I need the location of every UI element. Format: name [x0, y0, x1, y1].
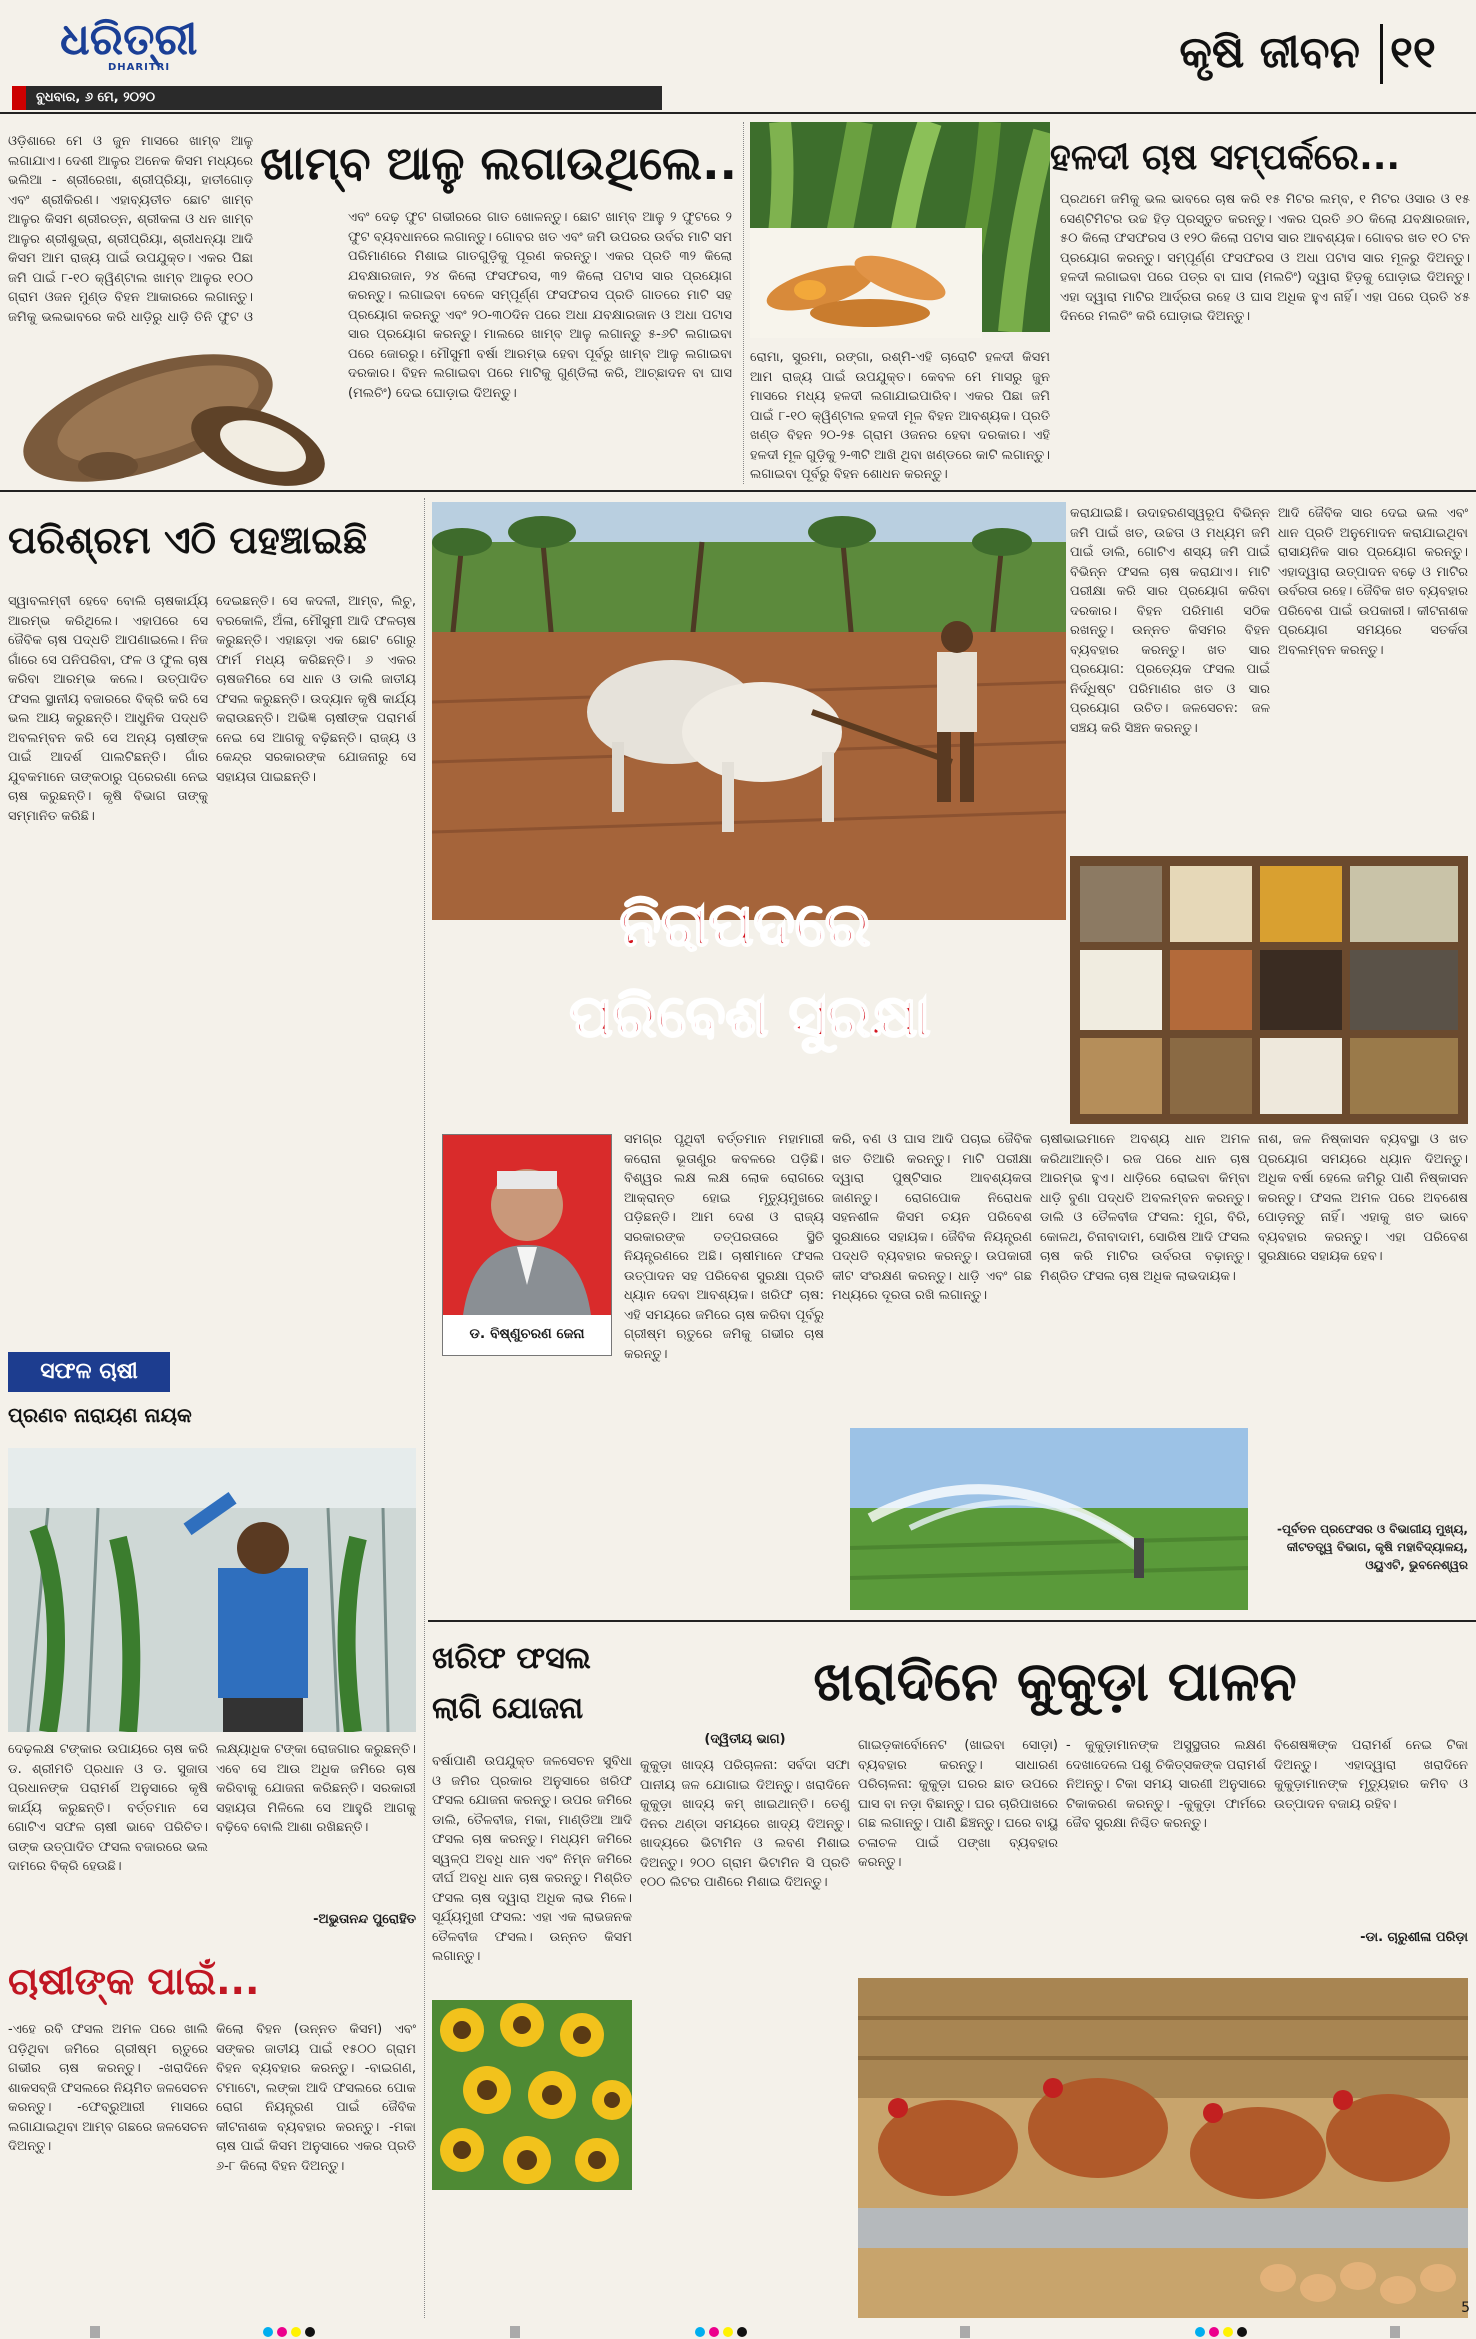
- kharif-headline: ଖରିଫ ଫସଲ ଲାଗି ଯୋଜନା: [432, 1641, 591, 1726]
- farmer-col1: ଦେଢ଼ଲକ୍ଷ ଟଙ୍କାର ଉପାୟରେ ଚାଷ କରି ଡ. ଶ୍ରୀମତି ପ୍ରଧାନ ଓ ଡ. ସୁଜାତା ପ୍ରଧାନଙ୍କ ପରାମର୍ଶ ଅନୁସାରେ କୃଷି କାର୍ଯ୍ୟ କରୁଛନ୍ତି। ବର୍ତ୍ତମାନ ସେ ଗୋଟିଏ ସଫଳ ଚାଷୀ ଭାବେ ପରିଚିତ। ତାଙ୍କ ଉତ୍ପାଦିତ ଫସଲ ବଜାରରେ ଭଲ ଦାମରେ ବିକ୍ରି ହେଉଛି।: [8, 1742, 208, 1874]
- date-bar: [12, 86, 662, 110]
- environment-headline-2: ପରିବେଶ ସୁରକ୍ଷା: [569, 982, 931, 1050]
- environment-col3: କରାଯାଇଛି। ଉଦାହରଣସ୍ୱରୂପ ବିଭିନ୍ନ ଜମି ପାଇଁ ଖତ, ଉଚ୍ଚତା ଓ ମଧ୍ୟମ ଜମି ପାଇଁ ଡାଲି, ଗୋଟିଏ ଶସ୍ୟ ଜମି ପାଇଁ ବିଭିନ୍ନ ଫସଲ ଚାଷ କରାଯାଏ। ମାଟି ପରୀକ୍ଷା କରି ସାର ପ୍ରୟୋଗ କରିବା ଦରକାର। ବିହନ ପରିମାଣ ସଠିକ ରଖନ୍ତୁ। ଉନ୍ନତ କିସମର ବିହନ ବ୍ୟବହାର କରନ୍ତୁ। ଖତ ସାର ପ୍ରୟୋଗ: ପ୍ରତ୍ୟେକ ଫସଲ ପାଇଁ ନିର୍ଦ୍ଧିଷ୍ଟ ପରିମାଣର ଖତ ଓ ସାର ପ୍ରୟୋଗ ଉଚିତ। ଜଳସେଚନ: ଜଳ ସଞ୍ଚୟ କରି ସିଞ୍ଚନ କରନ୍ତୁ।: [1070, 506, 1270, 736]
- poultry-col2: ଗାଇଡ଼କାର୍ବୋନେଟ (ଖାଇବା ସୋଡ଼ା) ବ୍ୟବହାର କରନ୍ତୁ। ସାଧାରଣ ପରିଚାଳନା: କୁକୁଡ଼ା ଘରର ଛାତ ଉପରେ ଘାସ ବା ନଡ଼ା ବିଛାନ୍ତୁ। ଘର ଚାରିପାଖରେ ଗଛ ଲଗାନ୍ତୁ। ପାଣି ଛିଞ୍ଚନ୍ତୁ। ଘରେ ବାୟୁ ଚଳାଚଳ ପାଇଁ ପଙ୍ଖା ବ୍ୟବହାର କରନ୍ତୁ।: [858, 1738, 1058, 1870]
- farmer-name: ପ୍ରଣବ ନାରାୟଣ ନାୟକ: [8, 1403, 192, 1427]
- logo-text: ଧରିତ୍ରୀ: [60, 14, 198, 65]
- left-column-divider: [424, 498, 425, 2318]
- author-photo: [443, 1135, 611, 1315]
- middle-row-rule: [428, 1620, 1476, 1622]
- sprinkler-image: [850, 1428, 1248, 1610]
- farmer-label-box: [8, 1352, 170, 1392]
- logo: [60, 14, 240, 74]
- farmers-tips-headline: ଚାଷୀଙ୍କ ପାଇଁ...: [8, 1959, 260, 2003]
- potato-image: [8, 326, 338, 488]
- farmers-tips-col1: -ଏହେ ରବି ଫସଲ ଅମଳ ପରେ ଖାଲି ପଡ଼ିଥିବା ଜମିରେ ଗ୍ରୀଷ୍ମ ଋତୁରେ ଗଭୀର ଚାଷ କରନ୍ତୁ। -ଖରାଦିନେ ଶାକସବ୍ଜି ଫସଲରେ ନିୟମିତ ଜଳସେଚନ କରନ୍ତୁ। -ଫେବ୍ରୁଆରୀ ମାସରେ ଲଗାଯାଇଥିବା ଆମ୍ବ ଗଛରେ ଜଳସେଚନ ଦିଅନ୍ତୁ।: [8, 2022, 208, 2154]
- masthead-rule: [0, 112, 1476, 114]
- page-divider: [1380, 24, 1383, 84]
- turmeric-article: [750, 118, 1476, 490]
- logo-subtext: DHARITRI: [108, 62, 171, 73]
- poultry-col1: କୁକୁଡ଼ା ଖାଦ୍ୟ ପରିଚାଳନା: ସର୍ବଦା ସଫା ପାନୀୟ ଜଳ ଯୋଗାଇ ଦିଅନ୍ତୁ। ଖରାଦିନେ କୁକୁଡ଼ା ଖାଦ୍ୟ କମ୍ ଖାଇଥାନ୍ତି। ତେଣୁ ଦିନର ଥଣ୍ଡା ସମୟରେ ଖାଦ୍ୟ ଦିଅନ୍ତୁ। ଖାଦ୍ୟରେ ଭିଟାମିନ ଓ ଲବଣ ମିଶାଇ ଦିଅନ୍ତୁ। ୨୦୦ ଗ୍ରାମ ଭିଟାମିନ ସି ପ୍ରତି ୧୦୦ ଲିଟର ପାଣିରେ ମିଶାଇ ଦିଅନ୍ତୁ।: [640, 1758, 850, 1890]
- potato-col1: ଓଡ଼ିଶାରେ ମେ ଓ ଜୁନ ମାସରେ ଖାମ୍ବ ଆଳୁ ଲଗାଯାଏ। ଦେଶୀ ଆଳୁର ଅନେକ କିସମ ମଧ୍ୟରେ ଭଲିଆ - ଶ୍ରୀରେଖା, ଶ୍ରୀପ୍ରିୟା, ହାତୀଗୋଡ଼ ଏବଂ ଶ୍ରୀକିରଣ। ଏହାବ୍ୟତୀତ ଛୋଟ ଖାମ୍ବ ଆଳୁର କିସମ ଶ୍ରୀରତ୍ନ, ଶ୍ରୀକଳା ଓ ଧନ ଖାମ୍ବ ଆଳୁର ଶ୍ରୀଶୁଭ୍ରା, ଶ୍ରୀପ୍ରିୟା, ଶ୍ରୀଧନ୍ୟା ଆଦି କିସମ ଆମ ରାଜ୍ୟ ପାଇଁ ଉପଯୁକ୍ତ। ଏକର ପିଛା ଜମି ପାଇଁ ୮-୧୦ କ୍ୱିଣ୍ଟାଲ ଖାମ୍ବ ଆଳୁର ୧୦୦ ଗ୍ରାମ ଓଜନ ମୁଣ୍ଡ ବିହନ ଆକାରରେ ଲଗାନ୍ତୁ। ଜମିକୁ ଭଲଭାବରେ କରି ଧାଡ଼ିରୁ ଧାଡ଼ି ତିନି ଫୁଟ ଓ: [8, 134, 253, 325]
- poultry-headline: ଖରାଦିନେ କୁକୁଡ଼ା ପାଳନ: [813, 1650, 1297, 1713]
- farmer-credit: -ଅଭୁତାନନ୍ଦ ପୁରୋହିତ: [313, 1912, 416, 1927]
- environment-author-credit: -ପୂର୍ବତନ ପ୍ରଫେସର ଓ ବିଭାଗୀୟ ମୁଖ୍ୟ, କୀଟତତ୍ତ୍ୱ ବିଭାଗ, କୃଷି ମହାବିଦ୍ୟାଳୟ, ଓୟୁଏଟି, ଭୁବନେଶ୍ୱର: [1277, 1522, 1468, 1572]
- environment-col8: ନାଶ, ଜଳ ନିଷ୍କାସନ ବ୍ୟବସ୍ଥା ଓ ଖତ ପ୍ରୟୋଗ ସମୟରେ ଧ୍ୟାନ ଦିଅନ୍ତୁ। ଅଧିକ ବର୍ଷା ହେଲେ ଜମିରୁ ପାଣି ନିଷ୍କାସନ କରନ୍ତୁ। ଫସଲ ଅମଳ ପରେ ଅବଶେଷ ପୋଡ଼ନ୍ତୁ ନାହିଁ। ଏହାକୁ ଖତ ଭାବେ ବ୍ୟବହାର କରନ୍ତୁ। ଏହା ପରିବେଶ ସୁରକ୍ଷାରେ ସହାୟକ ହେବ।: [1258, 1132, 1468, 1264]
- page-number: ୧୧: [1390, 27, 1436, 78]
- hens-image: [858, 1978, 1468, 2318]
- potato-article: [0, 118, 740, 490]
- turmeric-col2: ପ୍ରଥମେ ଜମିକୁ ଭଲ ଭାବରେ ଚାଷ କରି ୧୫ ମିଟର ଲମ୍ବ, ୧ ମିଟର ଓସାର ଓ ୧୫ ସେଣ୍ଟିମିଟର ଉଚ୍ଚ ହିଡ଼ ପ୍ରସ୍ତୁତ କରନ୍ତୁ। ଏକର ପ୍ରତି ୬୦ କିଲୋ ଯବକ୍ଷାରଜାନ, ୫୦ କିଲୋ ଫସଫରସ ଓ ୧୨୦ କିଲୋ ପଟାସ ସାର ଆବଶ୍ୟକ। ଗୋବର ଖତ ୧୦ ଟନ ପ୍ରୟୋଗ କରନ୍ତୁ। ସମ୍ପୂର୍ଣ୍ଣ ଫସଫରସ ଓ ଅଧା ପଟାସ ସାର ମୂଳରୁ ଦିଅନ୍ତୁ। ହଳଦୀ ଲଗାଇବା ପରେ ପତ୍ର ବା ଘାସ (ମଲଚିଂ) ଦ୍ୱାରା ହିଡ଼କୁ ଘୋଡ଼ାଇ ଦିଅନ୍ତୁ। ଏହା ଦ୍ୱାରା ମାଟିର ଆର୍ଦ୍ରତା ରହେ ଓ ଘାସ ଅଧିକ ହୁଏ ନାହିଁ। ଏହା ପରେ ପ୍ରତି ୪୫ ଦିନରେ ମଲଚିଂ କରି ଘୋଡ଼ାଇ ଦିଅନ୍ତୁ।: [1060, 192, 1470, 324]
- turmeric-headline: ହଳଦୀ ଚାଷ ସମ୍ପର୍କରେ...: [1049, 137, 1401, 178]
- farmer-image: [8, 1448, 416, 1732]
- top-row-rule: [0, 490, 1476, 492]
- environment-headline-1: ନିରାପଦରେ: [619, 890, 871, 960]
- farmers-tips-col2: କିଲୋ ବିହନ (ଉନ୍ନତ କିସମ) ଏବଂ ସଙ୍କର ଜାତୀୟ ପାଇଁ ୧୫୦୦ ଗ୍ରାମ ବିହନ ବ୍ୟବହାର କରନ୍ତୁ। -ବାଇଗଣ, ଟମାଟୋ, ଲଙ୍କା ଆଦି ଫସଲରେ ପୋକ ରୋଗ ନିୟନ୍ତ୍ରଣ ପାଇଁ ଜୈବିକ କୀଟନାଶକ ବ୍ୟବହାର କରନ୍ତୁ। -ମକା ଚାଷ ପାଇଁ କିସମ ଅନୁସାରେ ଏକର ପ୍ରତି ୬-୮ କିଲୋ ବିହନ ଦିଅନ୍ତୁ।: [216, 2022, 416, 2174]
- environment-col4: ଆଦି ଜୈବିକ ସାର ଦେଇ ଭଲ ଏବଂ ଧାନ ପ୍ରତି ଅନୁମୋଦନ କରାଯାଇଥିବା ରାସାୟନିକ ସାର ପ୍ରୟୋଗ କରନ୍ତୁ। ଏହାଦ୍ୱାରା ଉତ୍ପାଦନ ବଢ଼େ ଓ ମାଟିର ଉର୍ବରତା ରହେ। ଜୈବିକ ଖତ ବ୍ୟବହାର ପରିବେଶ ପାଇଁ ଉପକାରୀ। କୀଟନାଶକ ପ୍ରୟୋଗ ସମୟରେ ସତର୍କତା ଅବଲମ୍ବନ କରନ୍ତୁ।: [1278, 506, 1468, 658]
- bullock-plough-image: [432, 502, 1066, 920]
- turmeric-col1: ରୋମା, ସୁରମା, ରଙ୍ଗା, ରଶ୍ମି-ଏହି ଚାରୋଟି ହଳଦୀ କିସମ ଆମ ରାଜ୍ୟ ପାଇଁ ଉପଯୁକ୍ତ। କେବଳ ମେ ମାସରୁ ଜୁନ ମାସରେ ମଧ୍ୟ ହଳଦୀ ଲଗାଯାଇପାରିବ। ଏକର ପିଛା ଜମି ପାଇଁ ୮-୧୦ କ୍ୱିଣ୍ଟାଲ ହଳଦୀ ମୂଳ ବିହନ ଆବଶ୍ୟକ। ପ୍ରତି ଖଣ୍ଡ ବିହନ ୨୦-୨୫ ଗ୍ରାମ ଓଜନର ହେବା ଦରକାର। ଏହି ହଳଦୀ ମୂଳ ଗୁଡ଼ିକୁ ୨-୩ଟି ଆଖି ଥିବା ଖଣ୍ଡରେ କାଟି ଲଗାନ୍ତୁ। ଲଗାଇବା ପୂର୍ବରୁ ବିହନ ଶୋଧନ କରନ୍ତୁ।: [750, 350, 1050, 482]
- environment-col1: ସ୍ୱାବଲମ୍ବୀ ହେବେ ବୋଲି ଚାଷକାର୍ଯ୍ୟ ଆରମ୍ଭ କରିଥିଲେ। ଏହାପରେ ସେ ଜୈବିକ ଚାଷ ପଦ୍ଧତି ଆପଣାଇଲେ। ନିଜ ଗାଁରେ ସେ ପନିପରିବା, ଫଳ ଓ ଫୁଲ ଚାଷ କରିବା ଆରମ୍ଭ କଲେ। ଉତ୍ପାଦିତ ଫସଲ ସ୍ଥାନୀୟ ବଜାରରେ ବିକ୍ରି କରି ସେ ଭଲ ଆୟ କରୁଛନ୍ତି। ଆଧୁନିକ ପଦ୍ଧତି ଅବଲମ୍ବନ କରି ସେ ଅନ୍ୟ ଚାଷୀଙ୍କ ପାଇଁ ଆଦର୍ଶ ପାଲଟିଛନ୍ତି। ଗାଁର ଯୁବକମାନେ ତାଙ୍କଠାରୁ ପ୍ରେରଣା ନେଇ ଚାଷ କରୁଛନ୍ତି। କୃଷି ବିଭାଗ ତାଙ୍କୁ ସମ୍ମାନିତ କରିଛି।: [8, 594, 208, 824]
- poultry-credit: -ଡା. ଚାରୁଶୀଳା ପରିଡ଼ା: [1360, 1930, 1468, 1945]
- environment-col7: ଚାଷୀଭାଇମାନେ ଅବଶ୍ୟ ଧାନ ଅମଳ କରିଥାଆନ୍ତି। ରଜ ପରେ ଧାନ ଚାଷ ଆରମ୍ଭ ହୁଏ। ଧାଡ଼ିରେ ରୋଇବା କିମ୍ବା ଧାଡ଼ି ବୁଣା ପଦ୍ଧତି ଅବଲମ୍ବନ କରନ୍ତୁ। ଡାଲି ଓ ତୈଳବୀଜ ଫସଲ: ମୁଗ, ବିରି, କୋଳଥ, ଚିନାବାଦାମ, ସୋରିଷ ଆଦି ଫସଲ ଚାଷ କରି ମାଟିର ଉର୍ବରତା ବଢ଼ାନ୍ତୁ। ମିଶ୍ରିତ ଫସଲ ଚାଷ ଅଧିକ ଲାଭଦାୟକ।: [1040, 1132, 1250, 1284]
- author-name: ଡ. ବିଷ୍ଣୁଚରଣ ଜେନା: [469, 1326, 585, 1342]
- poultry-col4: ବିଶେଷଜ୍ଞଙ୍କ ପରାମର୍ଶ ନେଇ ଟିକା ଦିଅନ୍ତୁ। ଏହାଦ୍ୱାରା ଖରାଦିନେ କୁକୁଡ଼ାମାନଙ୍କ ମୃତ୍ୟୁହାର କମିବ ଓ ଉତ୍ପାଦନ ବଜାୟ ରହିବ।: [1274, 1738, 1468, 1812]
- potato-col2: ଏବଂ ଦେଢ଼ ଫୁଟ ଗଭୀରରେ ଗାତ ଖୋଳନ୍ତୁ। ଛୋଟ ଖାମ୍ବ ଆଳୁ ୨ ଫୁଟରେ ୨ ଫୁଟ ବ୍ୟବଧାନରେ ଲଗାନ୍ତୁ। ଗୋବର ଖତ ଏବଂ ଜମି ଉପରର ଉର୍ବର ମାଟି ସମ ପରିମାଣରେ ମିଶାଇ ଗାତଗୁଡ଼ିକୁ ପୂରଣ କରନ୍ତୁ। ଏକର ପ୍ରତି ୩୨ କିଲୋ ଯବକ୍ଷାରଜାନ, ୨୪ କିଲୋ ଫସଫରସ, ୩୨ କିଲୋ ପଟାସ ସାର ପ୍ରୟୋଗ କରନ୍ତୁ। ଲଗାଇବା ବେଳେ ସମ୍ପୂର୍ଣ୍ଣ ଫସଫରସ ପ୍ରତି ଗାତରେ ମାଟି ସହ ପ୍ରୟୋଗ କରନ୍ତୁ ଏବଂ ୨୦-୩୦ଦିନ ପରେ ଅଧା ଯବକ୍ଷାରଜାନ ଓ ଅଧା ପଟାସ ସାର ପ୍ରୟୋଗ କରନ୍ତୁ। ମାଲରେ ଖାମ୍ବ ଆଳୁ ଲଗାନ୍ତୁ ୫-୬ଟି ଲଗାଇବା ପରେ ଜୋରରୁ। ମୌସୁମୀ ବର୍ଷା ଆରମ୍ଭ ହେବା ପୂର୍ବରୁ ଖାମ୍ବ ଆଳୁ ଲଗାଇବା ଦରକାର। ବିହନ ଲଗାଇବା ପରେ ମାଟିକୁ ଗୁଣ୍ଡିଲା କରି, ଆଚ୍ଛାଦନ ବା ଘାସ (ମଲଚିଂ) ଦେଇ ଘୋଡ଼ାଇ ଦିଅନ୍ତୁ।: [348, 210, 732, 401]
- farmer-label: ସଫଳ ଚାଷୀ: [40, 1359, 138, 1384]
- masthead: [0, 0, 1476, 118]
- sunflower-image: [432, 2000, 632, 2190]
- potato-turmeric-divider: [743, 122, 744, 484]
- color-registration-marks: [0, 2326, 1476, 2339]
- kharif-text: ବର୍ଷାପାଣି ଉପଯୁକ୍ତ ଜଳସେଚନ ସୁବିଧା ଓ ଜମିର ପ୍ରକାର ଅନୁସାରେ ଖରିଫ ଫସଲ ଯୋଜନା କରନ୍ତୁ। ଉପର ଜମିରେ ଡାଲି, ତୈଳବୀଜ, ମକା, ମାଣ୍ଡିଆ ଆଦି ଫସଲ ଚାଷ କରନ୍ତୁ। ମଧ୍ୟମ ଜମିରେ ସ୍ୱଳ୍ପ ଅବଧି ଧାନ ଏବଂ ନିମ୍ନ ଜମିରେ ଦୀର୍ଘ ଅବଧି ଧାନ ଚାଷ କରନ୍ତୁ। ମିଶ୍ରିତ ଫସଲ ଚାଷ ଦ୍ୱାରା ଅଧିକ ଲାଭ ମିଳେ। ସୂର୍ଯ୍ୟମୁଖୀ ଫସଲ: ଏହା ଏକ ଲାଭଜନକ ତୈଳବୀଜ ଫସଲ। ଉନ୍ନତ କିସମ ଲଗାନ୍ତୁ।: [432, 1754, 632, 1964]
- poultry-subtitle: (ଦ୍ୱିତୀୟ ଭାଗ): [704, 1732, 786, 1747]
- potato-headline: ଖାମ୍ବ ଆଳୁ ଲଗାଉଥିଲେ..: [260, 136, 738, 190]
- environment-side-headline: ପରିଶ୍ରମ ଏଠି ପହଞ୍ଚାଇଛି: [8, 518, 368, 562]
- farmer-col2: ଲକ୍ଷ୍ୟାଧିକ ଟଙ୍କା ରୋଜଗାର କରୁଛନ୍ତି। ଏବେ ସେ ଆଉ ଅଧିକ ଜମିରେ ଚାଷ କରିବାକୁ ଯୋଜନା କରିଛନ୍ତି। ସରକାରୀ ସହାୟତା ମିଳିଲେ ସେ ଆହୁରି ଆଗକୁ ବଢ଼ିବେ ବୋଲି ଆଶା ରଖିଛନ୍ତି।: [216, 1742, 416, 1835]
- poultry-col3: - କୁକୁଡ଼ାମାନଙ୍କ ଅସୁସ୍ଥତାର ଲକ୍ଷଣ ଦେଖାଦେଲେ ପଶୁ ଚିକିତ୍ସକଙ୍କ ପରାମର୍ଶ ନିଅନ୍ତୁ। ଟିକା ସମୟ ସାରଣୀ ଅନୁସାରେ ଟିକାକରଣ କରନ୍ତୁ। -କୁକୁଡ଼ା ଫାର୍ମରେ ଜୈବ ସୁରକ୍ଷା ନିଶ୍ଚିତ କରନ୍ତୁ।: [1066, 1738, 1266, 1831]
- issue-date: ବୁଧବାର, ୬ ମେ, ୨୦୨୦: [36, 90, 155, 105]
- footer-page-number: 5: [1461, 2300, 1470, 2316]
- seeds-image: [1070, 856, 1468, 1124]
- environment-col2: ଦେଇଛନ୍ତି। ସେ କଦଳୀ, ଆମ୍ବ, ଲିଚୁ, ବରକୋଳି, ଅଁଳା, ମୌସୁମୀ ଆଦି ଫଳଚାଷ କରୁଛନ୍ତି। ଏହାଛଡ଼ା ଏକ ଛୋଟ ଗୋରୁ ଫାର୍ମ ମଧ୍ୟ କରିଛନ୍ତି। ୬ ଏକର ଚାଷଜମିରେ ସେ ଧାନ ଓ ଡାଲି ଜାତୀୟ ଫସଲ କରୁଛନ୍ତି। ଉଦ୍ୟାନ କୃଷି କାର୍ଯ୍ୟ କରାଉଛନ୍ତି। ଅଭିଜ୍ଞ ଚାଷୀଙ୍କ ପରାମର୍ଶ ନେଇ ସେ ଆଗକୁ ବଢ଼ିଛନ୍ତି। ରାଜ୍ୟ ଓ କେନ୍ଦ୍ର ସରକାରଙ୍କ ଯୋଜନାରୁ ସେ ସହାୟତା ପାଇଛନ୍ତି।: [216, 594, 416, 785]
- section-title: କୃଷି ଜୀବନ: [1179, 27, 1360, 78]
- author-photo-frame: [442, 1134, 612, 1356]
- environment-col5: ସମଗ୍ର ପୃଥିବୀ ବର୍ତ୍ତମାନ ମହାମାରୀ କରୋନା ଭୂତାଣୁର କବଳରେ ପଡ଼ିଛି। ବିଶ୍ୱର ଲକ୍ଷ ଲକ୍ଷ ଲୋକ ରୋଗରେ ଆକ୍ରାନ୍ତ ହୋଇ ମୃତ୍ୟୁମୁଖରେ ପଡ଼ିଛନ୍ତି। ଆମ ଦେଶ ଓ ରାଜ୍ୟ ସରକାରଙ୍କ ତତ୍ପରତାରେ ସ୍ଥିତି ନିୟନ୍ତ୍ରଣରେ ଅଛି। ଚାଷୀମାନେ ଫସଲ ଉତ୍ପାଦନ ସହ ପରିବେଶ ସୁରକ୍ଷା ପ୍ରତି ଧ୍ୟାନ ଦେବା ଆବଶ୍ୟକ। ଖରିଫ ଚାଷ: ଏହି ସମୟରେ ଜମିରେ ଚାଷ କରିବା ପୂର୍ବରୁ ଗ୍ରୀଷ୍ମ ଋତୁରେ ଜମିକୁ ଗଭୀର ଚାଷ କରନ୍ତୁ।: [624, 1132, 824, 1362]
- environment-col6: କରି, ବଣ ଓ ଘାସ ଆଦି ପଚାଇ ଜୈବିକ ଖତ ତିଆରି କରନ୍ତୁ। ମାଟି ପରୀକ୍ଷା ଦ୍ୱାରା ପୁଷ୍ଟିସାର ଆବଶ୍ୟକତା ଜାଣନ୍ତୁ। ରୋଗପୋକ ନିରୋଧକ ସହନଶୀଳ କିସମ ଚୟନ ପରିବେଶ ସୁରକ୍ଷାରେ ସହାୟକ। ଜୈବିକ ନିୟନ୍ତ୍ରଣ ପଦ୍ଧତି ବ୍ୟବହାର କରନ୍ତୁ। ଉପକାରୀ କୀଟ ସଂରକ୍ଷଣ କରନ୍ତୁ। ଧାଡ଼ି ଏବଂ ଗଛ ମଧ୍ୟରେ ଦୂରତା ରଖି ଲଗାନ୍ତୁ।: [832, 1132, 1032, 1303]
- turmeric-root-image: [750, 228, 982, 338]
